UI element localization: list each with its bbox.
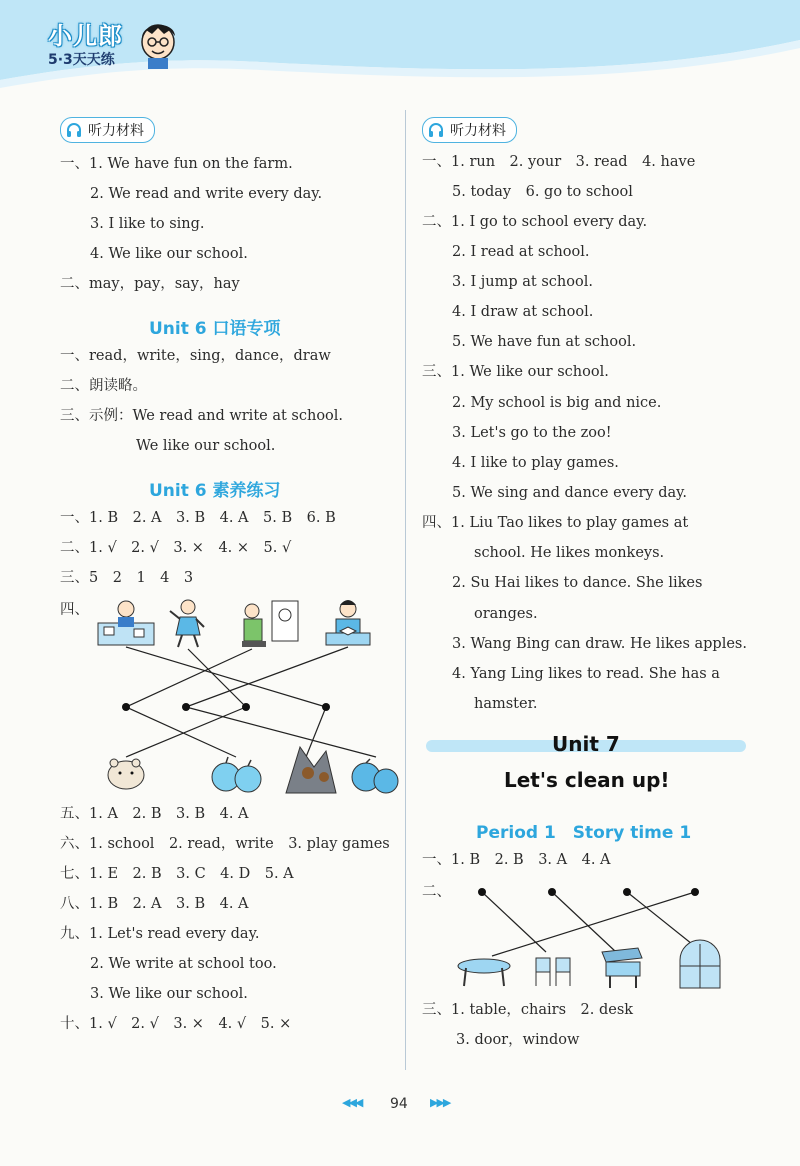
answer-line: 三、1. We like our school. <box>422 364 609 380</box>
unit-subtitle: Let's clean up! <box>504 768 670 792</box>
kid-dancing-icon <box>170 600 204 647</box>
answer-line: school. He likes monkeys. <box>474 545 665 561</box>
answer-line: hamster. <box>474 696 538 712</box>
answer-line: 十、1. √ 2. √ 3. × 4. √ 5. × <box>60 1016 292 1032</box>
answer-line: 二、1. I go to school every day. <box>422 214 648 230</box>
answer-line: 二、may，pay，say，hay <box>60 276 240 292</box>
answer-line: 2. We read and write every day. <box>90 186 323 202</box>
answer-line: 5. We have fun at school. <box>452 334 637 350</box>
answer-line: 三、5 2 1 4 3 <box>60 570 194 586</box>
answer-line: 一、1. B 2. B 3. A 4. A <box>422 852 611 868</box>
kid-playing-icon <box>98 601 154 645</box>
answer-line: 3. We like our school. <box>90 986 248 1002</box>
answer-line: 3. Let's go to the zoo! <box>452 425 612 441</box>
mascot-icon <box>136 18 180 70</box>
answer-line: 一、1. We have fun on the farm. <box>60 156 293 172</box>
next-arrows-icon: ▶▶▶ <box>430 1096 450 1109</box>
answer-line: 六、1. school 2. read，write 3. play games <box>60 836 390 852</box>
page-footer <box>0 1090 800 1120</box>
page-header <box>0 0 800 92</box>
answer-line: 九、1. Let's read every day. <box>60 926 260 942</box>
answer-line: oranges. <box>474 606 538 622</box>
tag-label: 听力材料 <box>88 123 144 139</box>
answer-line: 五、1. A 2. B 3. B 4. A <box>60 806 249 822</box>
window-icon <box>680 940 720 988</box>
kid-reading-icon <box>326 600 370 645</box>
answer-line: 4. Yang Ling likes to read. She has a <box>452 666 720 682</box>
listening-tag-left <box>60 117 155 143</box>
monkeys-icon <box>286 747 336 793</box>
answer-line: 一、1. run 2. your 3. read 4. have <box>422 154 696 170</box>
answer-line: 3. door，window <box>456 1032 580 1048</box>
matching-figure <box>86 597 406 802</box>
section-title-oral: Unit 6 口语专项 <box>149 319 281 339</box>
answer-line: 七、1. E 2. B 3. C 4. D 5. A <box>60 866 294 882</box>
answer-line: 三、1. table，chairs 2. desk <box>422 1002 634 1018</box>
desk-icon <box>602 948 642 988</box>
answer-line: 2. We write at school too. <box>90 956 277 972</box>
answer-line: 二、1. √ 2. √ 3. × 4. × 5. √ <box>60 540 292 556</box>
answer-line: 四、1. Liu Tao likes to play games at <box>422 515 689 531</box>
answer-line: We like our school. <box>136 438 276 454</box>
answer-line: 4. I draw at school. <box>452 304 594 320</box>
answer-line: 二、朗读略。 <box>60 378 147 394</box>
period-title: Period 1 Story time 1 <box>476 823 692 843</box>
tag-label: 听力材料 <box>450 123 506 139</box>
matching-dots <box>122 703 330 711</box>
answer-line: 一、read，write，sing，dance，draw <box>60 348 331 364</box>
apples-icon <box>212 757 261 792</box>
matching-dots <box>478 888 699 896</box>
prev-arrows-icon: ◀◀◀ <box>342 1096 362 1109</box>
answer-line: 3. I like to sing. <box>90 216 205 232</box>
listening-tag-right <box>422 117 517 143</box>
matching-lines <box>482 892 702 956</box>
answer-line: 三、示例：We read and write at school. <box>60 408 344 424</box>
answer-line: 4. We like our school. <box>90 246 248 262</box>
oranges-icon <box>352 759 398 793</box>
answer-line: 二、 <box>422 884 451 900</box>
table-icon <box>458 959 510 986</box>
answer-line: 5. We sing and dance every day. <box>452 485 688 501</box>
answer-line: 四、 <box>60 602 89 618</box>
answer-line: 2. My school is big and nice. <box>452 395 662 411</box>
page-number: 94 <box>390 1096 408 1112</box>
brand-logo <box>48 16 123 69</box>
column-divider <box>405 110 406 1070</box>
answer-line: 2. Su Hai likes to dance. She likes <box>452 575 703 591</box>
furniture-matching-figure <box>452 882 762 992</box>
brand-name: 小儿郎 <box>48 22 123 50</box>
kid-drawing-icon <box>242 601 298 647</box>
series-name: 5·3天天练 <box>48 52 115 68</box>
matching-lines <box>126 647 376 757</box>
headphone-icon <box>427 121 445 139</box>
answer-line: 3. Wang Bing can draw. He likes apples. <box>452 636 747 652</box>
chairs-icon <box>536 958 570 986</box>
headphone-icon <box>65 121 83 139</box>
answer-line: 2. I read at school. <box>452 244 590 260</box>
unit-title: Unit 7 <box>552 732 620 756</box>
answer-line: 4. I like to play games. <box>452 455 619 471</box>
answer-line: 八、1. B 2. A 3. B 4. A <box>60 896 249 912</box>
answer-line: 5. today 6. go to school <box>452 184 633 200</box>
section-title-practice: Unit 6 素养练习 <box>149 481 281 501</box>
answer-line: 3. I jump at school. <box>452 274 593 290</box>
answer-line: 一、1. B 2. A 3. B 4. A 5. B 6. B <box>60 510 336 526</box>
hamster-icon <box>108 759 144 789</box>
